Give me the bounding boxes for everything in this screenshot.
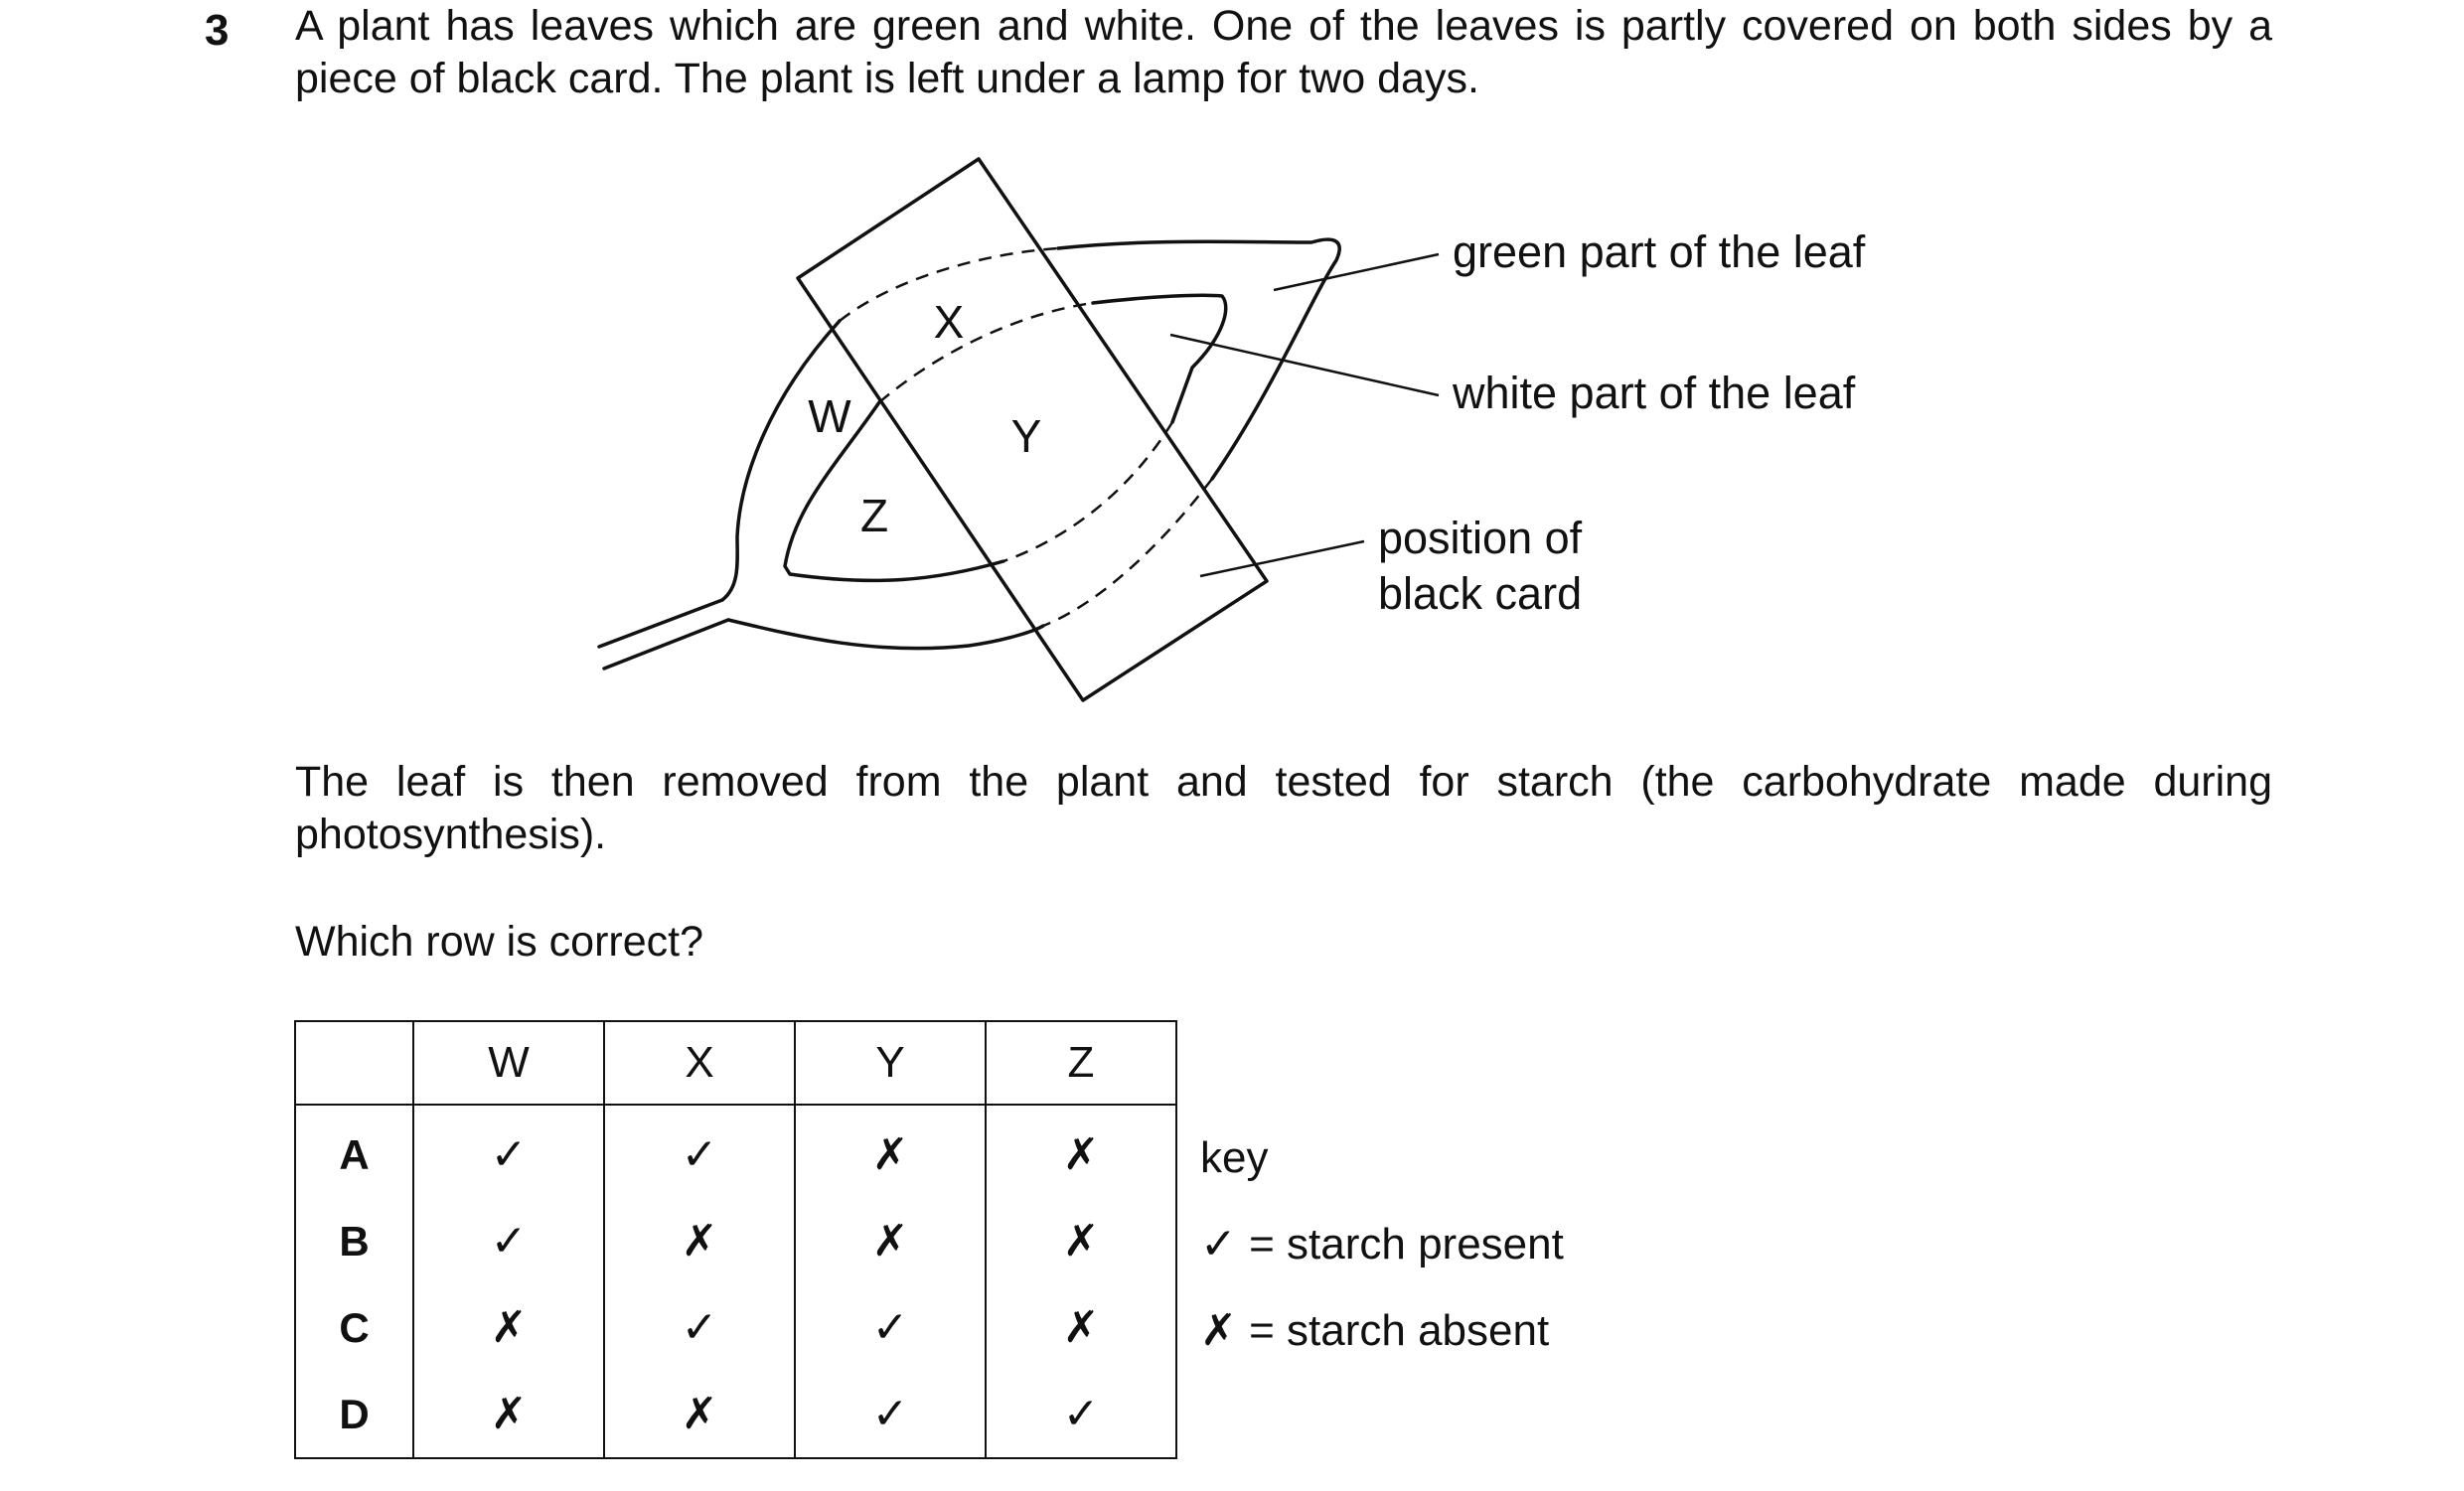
key-present [1200,1219,1564,1270]
mark-cell: ✓ [795,1284,986,1371]
header-x: X [604,1021,795,1105]
mark-cell: ✓ [413,1105,604,1198]
table-row [295,1284,1176,1371]
row-label: B [295,1198,413,1284]
label-line-card [1200,541,1364,576]
answer-table [294,1020,1177,1459]
key-absent-text: = starch absent [1249,1306,1550,1355]
question-prompt: Which row is correct? [295,918,703,966]
leaf-stalk [599,600,722,647]
mark-cell: ✗ [795,1105,986,1198]
leaf-stalk [604,620,728,669]
label-line-white [1170,335,1439,395]
header-z: Z [986,1021,1176,1105]
mark-cell: ✓ [604,1105,795,1198]
mark-cell: ✗ [413,1284,604,1371]
table-row [295,1371,1176,1458]
mark-cell: ✗ [986,1105,1176,1198]
mark-cell: ✗ [795,1198,986,1284]
question-followup: The leaf is then removed from the plant and tested for starch (the carbohydrate made during photosynthesis). [295,758,2272,858]
mark-cell: ✓ [413,1198,604,1284]
region-w: W [808,390,851,442]
row-label: A [295,1105,413,1198]
label-card-line2: black card [1378,568,1583,619]
white-part-outline-hidden [879,303,1093,402]
question-number: 3 [205,6,230,55]
region-x: X [933,296,965,348]
label-line-green [1274,254,1439,290]
mark-cell: ✓ [986,1371,1176,1458]
header-blank [295,1021,413,1105]
row-label: D [295,1371,413,1458]
key-present-text: = starch present [1249,1220,1564,1268]
key-title: key [1200,1133,1269,1182]
mark-cell: ✗ [986,1198,1176,1284]
question-intro: A plant has leaves which are green and white. One of the leaves is partly covered on both sides by a piece of black card. The plant is left under a lamp for two days. [295,2,2272,102]
region-y: Y [1010,410,1042,462]
label-green-part: green part of the leaf [1453,226,1866,277]
cross-icon: ✗ [1200,1305,1237,1356]
tick-icon: ✓ [1200,1219,1237,1269]
white-part-outline [1093,295,1226,422]
mark-cell: ✗ [604,1371,795,1458]
label-card-line1: position of [1378,513,1583,563]
leaf-outline-hidden [1043,479,1212,626]
row-label: C [295,1284,413,1371]
mark-cell: ✗ [413,1371,604,1458]
label-white-part: white part of the leaf [1453,368,1856,418]
key-absent [1200,1305,1549,1357]
table-header-row [295,1021,1176,1105]
header-y: Y [795,1021,986,1105]
table-row [295,1105,1176,1198]
leaf-outline [722,321,840,600]
leaf-outline [728,620,1043,649]
mark-cell: ✓ [795,1371,986,1458]
region-z: Z [859,490,889,541]
mark-cell: ✗ [986,1284,1176,1371]
mark-cell: ✗ [604,1198,795,1284]
header-w: W [413,1021,604,1105]
table-row [295,1198,1176,1284]
mark-cell: ✓ [604,1284,795,1371]
